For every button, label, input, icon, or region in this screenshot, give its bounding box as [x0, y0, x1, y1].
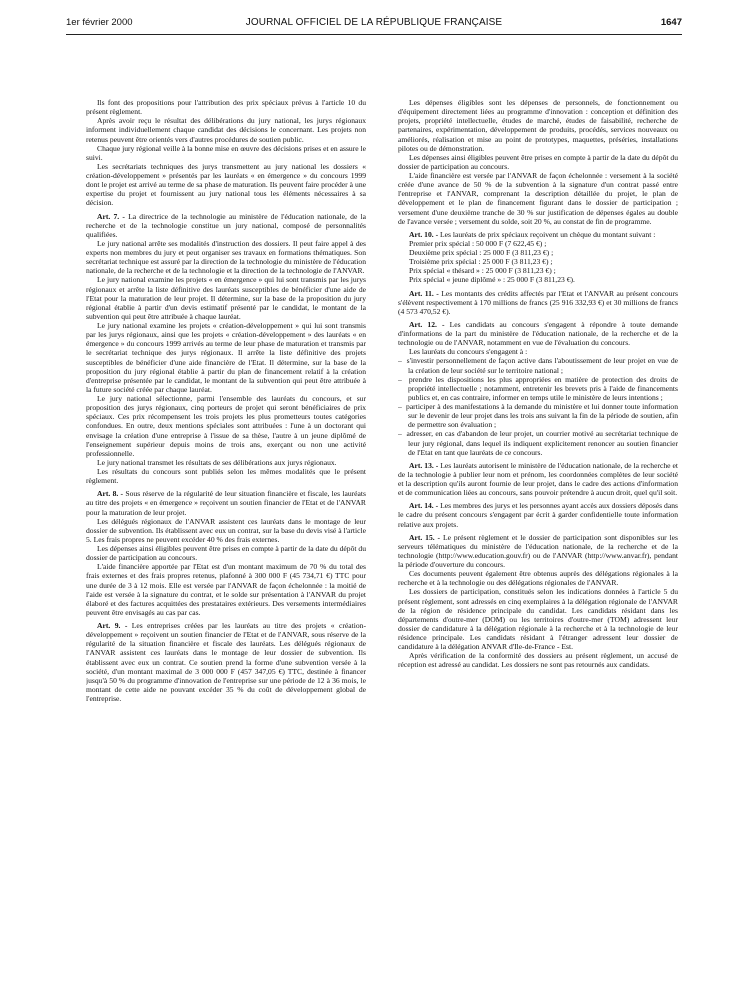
header-date: 1er février 2000	[66, 17, 133, 28]
commitment-item: – s'investir personnellement de façon active dans l'aboutissement de leur projet en vue de la création de leur société sur le territoire national ;	[398, 356, 678, 374]
paragraph: Ces documents peuvent également être obtenus auprès des délégations régionales à la recherche et à la technologie ou des délégations régionales de l'ANVAR.	[398, 569, 678, 588]
paragraph: Le jury national sélectionne, parmi l'ensemble des lauréats du concours, et sur proposition des jurys régionaux, cinq porteurs de projet qui seront bénéficiaires de prix spéciaux. Ces prix récompensent les trois projets les plus prometteurs toutes catégories confondues. En outre, deux mentions spéciales sont attribuées : l'une à un doctorant qui envisage la création d'une entreprise à l'issue de sa thèse, l'autre à un jeune diplômé de l'enseignement supérieur depuis moins de trois ans, exerçant ou non une activité professionnelle.	[86, 394, 366, 458]
article-13-title: Art. 13. -	[409, 460, 439, 470]
commitments-intro: Les lauréats du concours s'engagent à :	[409, 347, 528, 357]
prize-item: Prix spécial « thésard » : 25 000 F (3 811,23 €) ;	[409, 266, 556, 276]
paragraph: Après avoir reçu le résultat des délibérations du jury national, les jurys régionaux informent individuellement chaque candidat des décisions le concernant. Les projets non retenus peuvent être orientés vers d'autres procédures de soutien public.	[86, 116, 366, 144]
paragraph: Après vérification de la conformité des dossiers au présent règlement, un accusé de réception est adressé au candidat. Les dossiers ne sont pas retournés aux candidats.	[398, 651, 678, 670]
paragraph: Le jury national transmet les résultats de ses délibérations aux jurys régionaux.	[97, 457, 337, 467]
commitment-item: – adresser, en cas d'abandon de leur projet, un courrier motivé au secrétariat technique de leur jury régional, dans lequel ils indiquent explicitement renoncer au soutien financier de l'Etat en tant que lauréats de ce concours.	[398, 429, 678, 456]
article-10-title: Art. 10. -	[409, 229, 439, 239]
article-14	[398, 501, 678, 528]
article-9-text: Les entreprises créées par les lauréats au titre des projets « création-développement » reçoivent un soutien financier de l'Etat et de l'ANVAR, sous réserve de la régularité de la situation financière et fiscale des lauréats. Les délégués régionaux de l'ANVAR assistent ces lauréats dans le montage de leur dossier de subvention. Ils établissent avec eux un contrat. Ce soutien prend la forme d'une subvention versée à la société, d'un montant maximal de 3 000 000 F (457 347,05 €) TTC, destinée à financer jusqu'à 50 % du programme d'innovation de l'entreprise sur une période de 12 à 36 mois, le montant de cette aide ne pouvant excéder 35 % du coût de développement global de l'entreprise.	[86, 621, 366, 703]
article-13	[398, 461, 678, 498]
article-15-text: Le présent règlement et le dossier de participation sont disponibles sur les serveurs télématiques du ministère de l'éducation nationale, de la recherche et de la technologie (http://www.education.gouv.fr) ou de l'ANVAR (http://www.anvar.fr), pendant la période d'ouverture du concours.	[398, 532, 678, 569]
prize-item: Troisième prix spécial : 25 000 F (3 811,23 €) ;	[409, 257, 553, 267]
paragraph: Chaque jury régional veille à la bonne mise en œuvre des décisions prises et en assure le suivi.	[86, 143, 366, 162]
article-11	[398, 289, 678, 316]
paragraph: Les dépenses ainsi éligibles peuvent être prises en compte à partir de la date du dépôt du dossier de participation au concours.	[398, 152, 678, 171]
header-rule	[66, 34, 682, 35]
paragraph: Les délégués régionaux de l'ANVAR assistent ces lauréats dans le montage de leur dossier de subvention. Ils établissent avec eux un contrat, sur la base du devis visé à l'article 5. Les frais propres ne peuvent excéder 40 % des frais externes.	[86, 516, 366, 544]
commitment-item: – participer à des manifestations à la demande du ministère et lui donner toute information sur le devenir de leur projet dans les trois ans suivant la fin de la période de soutien, afin de permettre son évaluation ;	[398, 402, 678, 429]
article-11-title: Art. 11. -	[409, 288, 439, 298]
prize-list	[398, 239, 678, 285]
prize-item: Prix spécial « jeune diplômé » : 25 000 F (3 811,23 €).	[409, 275, 575, 285]
page-header	[66, 16, 682, 30]
article-7-text: La directrice de la technologie au ministère de l'éducation nationale, de la recherche et de la technologie constitue un jury national, composé de personnalités qualifiées.	[86, 211, 366, 239]
article-9-title: Art. 9. -	[97, 621, 128, 630]
commitment-list	[398, 356, 678, 456]
article-14-text: Les membres des jurys et les personnes ayant accès aux dossiers déposés dans le cadre du présent concours s'engagent par écrit à garder confidentielle toute information relative aux projets.	[398, 501, 678, 529]
article-13-text: Les lauréats autorisent le ministère de l'éducation nationale, de la recherche et de la technologie à publier leur nom et prénom, les coordonnées complètes de leur société et la description qu'ils auront fournie de leur projet, dans le cadre des actions d'information et de communication liées au concours, sans pouvoir prétendre à aucun droit, quel qu'il soit.	[398, 460, 678, 498]
article-10	[398, 230, 678, 239]
article-10-text: Les lauréats de prix spéciaux reçoivent un chèque du montant suivant :	[438, 229, 656, 239]
paragraph: L'aide financière est versée par l'ANVAR de façon échelonnée : versement à la société créée d'une avance de 50 % de la subvention à la signature d'un contrat passé entre l'entreprise et l'ANVAR, comprenant la description détaillée du projet, le plan de développement et le plan de financement figurant dans le dossier de participation ; versement d'une deuxième tranche de 30 % sur justification de dépenses égales au double de l'avance versée ; versement du solde, soit 20 %, au constat de fin de programme.	[398, 171, 678, 226]
prize-item: Premier prix spécial : 50 000 F (7 622,45 €) ;	[409, 238, 547, 248]
article-15	[398, 533, 678, 570]
article-12-title: Art. 12. -	[409, 319, 445, 329]
paragraph: Les dépenses éligibles sont les dépenses de personnels, de fonctionnement ou d'équipement directement liées au programme d'innovation : conception et définition des projets, propriété intellectuelle, études de marché, études de faisabilité, recherche de partenaires, expérimentation, développement de produits, procédés, services nouveaux ou améliorés, réalisation et mise au point de prototypes, maquettes, préséries, installations pilotes ou de démonstration.	[398, 98, 678, 153]
article-11-text: Les montants des crédits affectés par l'Etat et l'ANVAR au présent concours s'élèvent respectivement à 170 millions de francs (25 916 332,93 €) et 30 millions de francs (4 573 470,52 €).	[398, 288, 678, 316]
paragraph: Ils font des propositions pour l'attribution des prix spéciaux prévus à l'article 10 du présent règlement.	[86, 98, 366, 117]
article-12	[398, 320, 678, 347]
right-column	[398, 98, 678, 978]
article-7	[86, 212, 366, 239]
paragraph: L'aide financière apportée par l'Etat est d'un montant maximum de 70 % du total des frais externes et des frais propres retenus, plafonné à 300 000 F (45 734,71 €) TTC pour une durée de 3 à 12 mois. Elle est versée par l'ANVAR de façon échelonnée : la moitié de l'aide est versée à la signature du contrat, et le solde sur présentation à l'ANVAR du projet élaboré et des factures acquittées des prestataires extérieurs. Des versements intermédiaires peuvent être envisagés au cas par cas.	[86, 562, 366, 617]
article-14-title: Art. 14. -	[409, 501, 439, 511]
left-column	[86, 98, 366, 978]
header-page-number: 1647	[660, 17, 682, 28]
article-15-title: Art. 15. -	[409, 532, 441, 542]
commitment-item: – prendre les dispositions les plus appropriées en matière de protection des droits de propriété intellectuelle ; notamment, entretenir les brevets pris à l'aide de financements publics et, en cas contraire, informer en temps utile le ministère de leurs intentions ;	[398, 375, 678, 402]
paragraph: Les résultats du concours sont publiés selon les mêmes modalités que le présent règlement.	[86, 467, 366, 486]
article-7-title: Art. 7. -	[97, 211, 125, 221]
paragraph: Le jury national examine les projets « en émergence » qui lui sont transmis par les jurys régionaux et arrête la liste définitive des lauréats susceptibles de bénéficier d'une aide de l'Etat pour la maturation de leur projet. Il détermine, sur la base de la proposition du jury régional établie à partir d'un devis estimatif présenté par le candidat, le montant de la subvention qui peut être attribuée à chaque lauréat.	[86, 275, 366, 321]
paragraph: Les dossiers de participation, constitués selon les indications données à l'article 5 du présent règlement, sont adressés en cinq exemplaires à la délégation régionale de l'ANVAR de la région de résidence principale du candidat. Les candidats résidant dans les départements d'outre-mer (DOM) ou les territoires d'outre-mer (TOM) adressent leur dossier de candidature à la délégation régionale à la recherche et à la technologie de leur résidence principale. Les candidats résidant à l'étranger adressent leur dossier de candidature à la délégation ANVAR d'Ile-de-France - Est.	[398, 587, 678, 652]
article-9	[86, 621, 366, 703]
article-8-title: Art. 8. -	[97, 489, 124, 499]
prize-item: Deuxième prix spécial : 25 000 F (3 811,23 €) ;	[409, 248, 554, 257]
paragraph: Les secrétariats techniques des jurys transmettent au jury national les dossiers « création-développement » présentés par les lauréats « en émergence » du concours 1999 dont le projet est arrivé au terme de sa phase de maturation. Ils peuvent faire procéder à une expertise du projet et fournissent au jury national tous les éléments nécessaires à sa décision.	[86, 161, 366, 208]
article-12-text: Les candidats au concours s'engagent à répondre à toute demande d'informations de la part du ministère de l'éducation nationale, de la recherche et de la technologie ou de l'ANVAR, notamment en vue de l'évaluation du concours.	[398, 319, 678, 348]
article-8	[86, 489, 366, 516]
paragraph: Les dépenses ainsi éligibles peuvent être prises en compte à partir de la date du dépôt du dossier de participation au concours.	[86, 544, 366, 563]
paragraph: Le jury national arrête ses modalités d'instruction des dossiers. Il peut faire appel à des experts non membres du jury et peut organiser ses travaux en formations thématiques. Son secrétariat technique est assuré par la direction de la technologie du ministère de l'éducation nationale, de la recherche et de la technologie et la direction de la technologie de l'ANVAR.	[86, 238, 366, 276]
article-8-text: Sous réserve de la régularité de leur situation financière et fiscale, les lauréats au titre des projets « en émergence » reçoivent un soutien financier de l'Etat et de l'ANVAR pour la maturation de leur projet.	[86, 489, 366, 517]
header-title: JOURNAL OFFICIEL DE LA RÉPUBLIQUE FRANÇAISE	[245, 17, 503, 28]
paragraph: Le jury national examine les projets « création-développement » qui lui sont transmis par les jurys régionaux, ainsi que les projets « création-développement » des lauréats « en émergence » du concours 1999 arrivés au terme de leur phase de maturation et transmis par le secrétariat technique des jurys régionaux. Il arrête la liste définitive des projets susceptibles de bénéficier d'une aide financière de l'Etat. Il détermine, sur la base de la proposition du jury régional établie à partir du plan de financement relatif à la création d'entreprise présentée par le candidat, le montant de la subvention qui peut être attribuée à la future société créée par chaque lauréat.	[86, 321, 366, 394]
